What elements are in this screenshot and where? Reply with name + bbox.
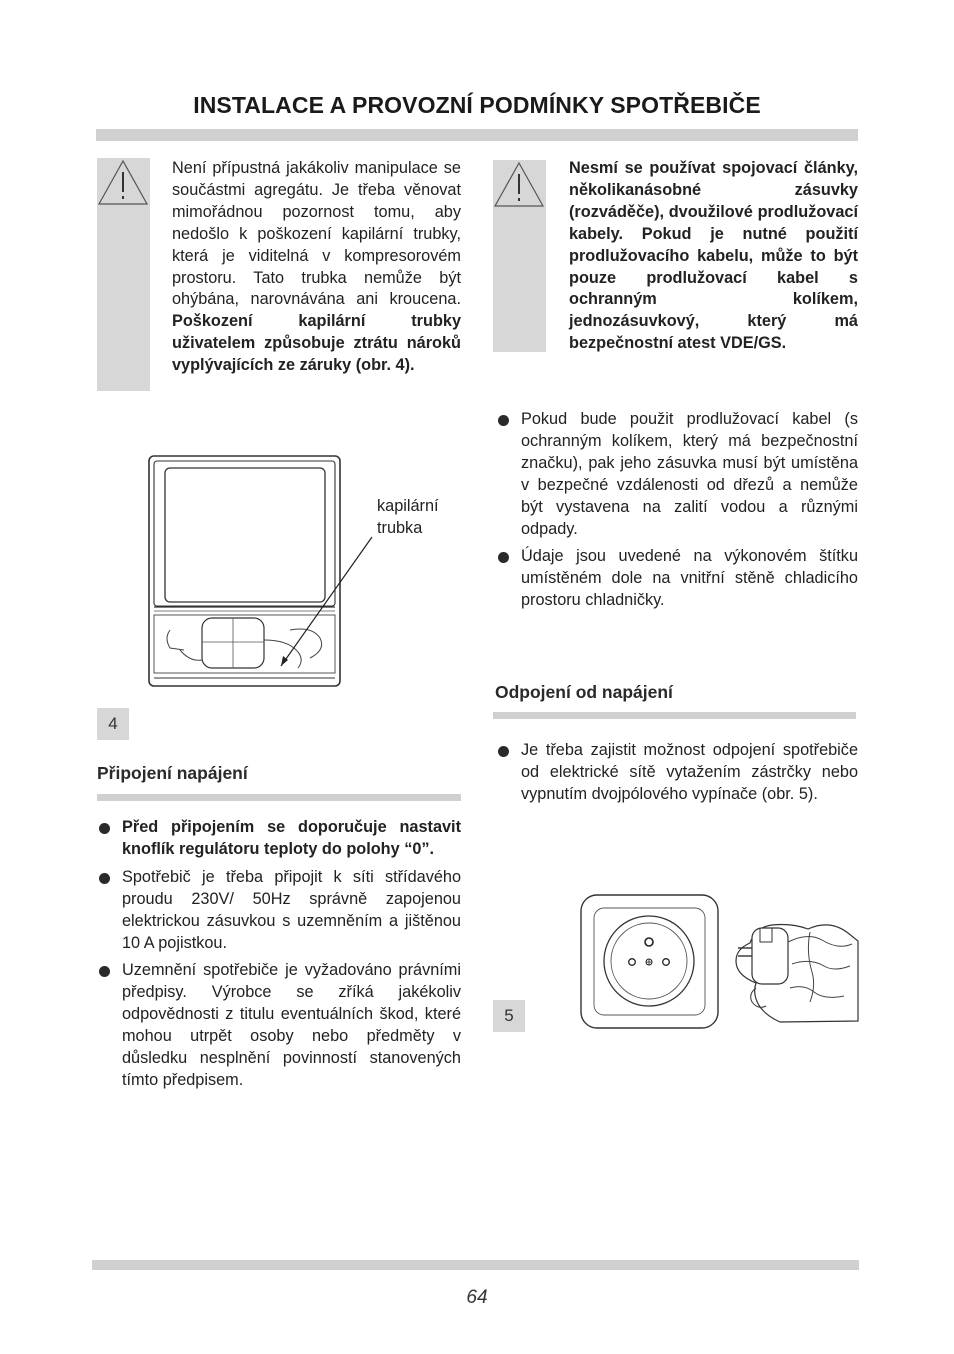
- bullet-icon: [498, 552, 509, 563]
- bullet-icon: [498, 746, 509, 757]
- section-heading-connect: Připojení napájení: [97, 763, 248, 783]
- footer-divider: [92, 1260, 859, 1270]
- title-divider: [96, 129, 858, 141]
- socket-and-plug-illustration: [580, 892, 860, 1032]
- warning-triangle-icon: [97, 158, 150, 208]
- disconnect-list: [496, 740, 858, 812]
- list-item-text: Před připojením se doporučuje nastavit knoflík regulátoru teploty do polohy “0”.: [122, 818, 461, 858]
- section-divider: [97, 794, 461, 801]
- list-item: [97, 867, 461, 955]
- warning-text-left: [172, 158, 461, 377]
- warning-text-right: Nesmí se používat spojovací články, několikanásobné zásuvky (rozváděče), dvoužilové prodlužovací kabely. Pokud je nutné použití prodlužovacího kabelu, může to být pouze prodlužovací kabel s ochranným kolíkem, jednozásuvkový, který má bezpečnostní atest VDE/GS.: [569, 159, 858, 353]
- list-item-text: Pokud bude použit prodlužovací kabel (s ochranným kolíkem, který má bezpečnostní značku), pak jeho zásuvka musí být umístěna v bezpečné vzdálenosti od dřezů a nemůže být vystavena na zalití vodou a různými odpady.: [521, 410, 858, 538]
- bullet-icon: [99, 966, 110, 977]
- page-number: 64: [466, 1287, 488, 1308]
- power-cable-list: [496, 409, 858, 618]
- bullet-icon: [99, 873, 110, 884]
- list-item: [97, 960, 461, 1091]
- list-item: [496, 409, 858, 540]
- bullet-icon: [498, 415, 509, 426]
- warning-box-left: [97, 158, 150, 391]
- list-item-text: Uzemnění spotřebiče je vyžadováno právními předpisy. Výrobce se zříká jakékoliv odpovědnosti z titulu eventuálních škod, které mohou utrpět osoby nebo předměty v důsledku nesplnění povinností stanovených tímto předpisem.: [122, 961, 461, 1089]
- list-item: [97, 817, 461, 861]
- figure-number-5: 5: [493, 1000, 525, 1032]
- section-divider: [493, 712, 856, 719]
- warning-triangle-icon: [493, 160, 546, 210]
- connect-list: [97, 817, 461, 1098]
- capillary-tube-label: kapilární trubka: [377, 497, 439, 537]
- page-title: INSTALACE A PROVOZNÍ PODMÍNKY SPOTŘEBIČE: [193, 92, 761, 118]
- figure-number-4: 4: [97, 708, 129, 740]
- section-heading-disconnect: Odpojení od napájení: [495, 682, 673, 702]
- warning-box-right: [493, 160, 546, 352]
- list-item-text: Údaje jsou uvedené na výkonovém štítku umístěném dole na vnitřní stěně chladicího prostoru chladničky.: [521, 547, 858, 610]
- warning-left-normal: Není přípustná jakákoliv manipulace se součástmi agregátu. Je třeba věnovat mimořádnou pozornost tomu, aby nedošlo k poškození kapilární trubky, která je viditelná v kompresorovém prostoru. Tato trubka nemůže být ohýbána, narovnávána ani kroucena.: [172, 159, 461, 309]
- list-item: [496, 740, 858, 806]
- fridge-capillary-illustration: [140, 450, 460, 695]
- list-item: [496, 546, 858, 612]
- bullet-icon: [99, 823, 110, 834]
- list-item-text: Je třeba zajistit možnost odpojení spotřebiče od elektrické sítě vytažením zástrčky nebo vypnutím dvojpólového vypínače (obr. 5).: [521, 741, 858, 803]
- warning-left-bold: Poškození kapilární trubky uživatelem způsobuje ztrátu nároků vyplývajících ze záruky (obr. 4).: [172, 312, 461, 375]
- list-item-text: Spotřebič je třeba připojit k síti střídavého proudu 230V/ 50Hz správně zapojenou elektrickou zásuvkou s uzemněním a jištěnou 10 A pojistkou.: [122, 867, 461, 952]
